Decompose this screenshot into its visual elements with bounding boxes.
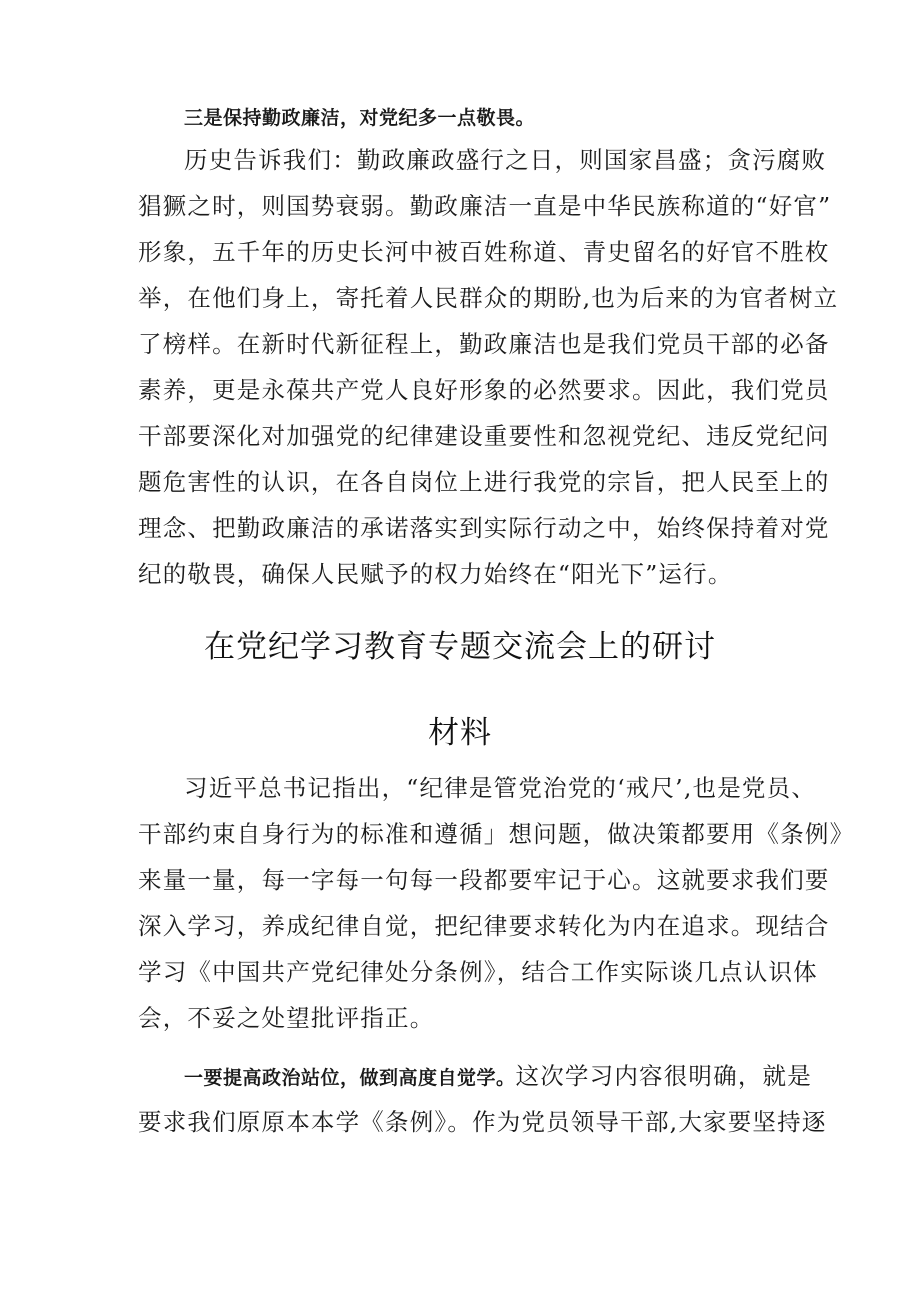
paragraph-line: 理念、把勤政廉洁的承诺落实到实际行动之中，始终保持着对党 <box>138 514 830 542</box>
paragraph-line: 习近平总书记指出，“纪律是管党治党的‘戒尺’,也是党员、 <box>184 774 817 802</box>
document-title-continued: 材料 <box>428 715 492 751</box>
paragraph-line: 形象，五千年的历史长河中被百姓称道、青史留名的好官不胜枚 <box>138 238 830 266</box>
paragraph-line: 干部要深化对加强党的纪律建设重要性和忽视党纪、违反党纪问 <box>138 422 830 450</box>
point-heading: 一要提高政治站位，做到高度自觉学。 <box>184 1067 516 1089</box>
paragraph-line: 会，不妥之处望批评指正。 <box>138 1004 435 1032</box>
document-title: 在党纪学习教育专题交流会上的研讨 <box>204 629 716 665</box>
paragraph-line: 历史告诉我们：勤政廉政盛行之日，则国家昌盛；贪污腐败 <box>184 146 827 174</box>
section-heading: 三是保持勤政廉洁，对党纪多一点敬畏。 <box>184 107 536 129</box>
paragraph-line: 干部约束自身行为的标准和遵循」想问题，做决策都要用《条例》 <box>138 820 855 848</box>
paragraph-line: 举，在他们身上，寄托着人民群众的期盼,也为后来的为官者树立 <box>138 284 839 312</box>
paragraph-text: 这次学习内容很明确，就是 <box>515 1062 812 1090</box>
paragraph-line: 题危害性的认识，在各自岗位上进行我党的宗旨，把人民至上的 <box>138 468 830 496</box>
paragraph-line: 猖獗之时，则国势衰弱。勤政廉洁一直是中华民族称道的“好官” <box>138 192 832 220</box>
paragraph-line: 来量一量，每一字每一句每一段都要牢记于心。这就要求我们要 <box>138 866 830 894</box>
paragraph-line: 素养，更是永葆共产党人良好形象的必然要求。因此，我们党员 <box>138 376 830 404</box>
paragraph-line: 学习《中国共产党纪律处分条例》，结合工作实际谈几点认识体 <box>138 958 818 986</box>
paragraph-line: 纪的敬畏，确保人民赋予的权力始终在“阳光下”运行。 <box>138 560 733 588</box>
paragraph-line: 要求我们原原本本学《条例》。作为党员领导干部,大家要坚持逐 <box>138 1108 827 1136</box>
paragraph-line: 了榜样。在新时代新征程上，勤政廉洁也是我们党员干部的必备 <box>138 330 830 358</box>
point-heading-line <box>184 1053 812 1101</box>
paragraph-line: 深入学习，养成纪律自觉，把纪律要求转化为内在追求。现结合 <box>138 912 830 940</box>
